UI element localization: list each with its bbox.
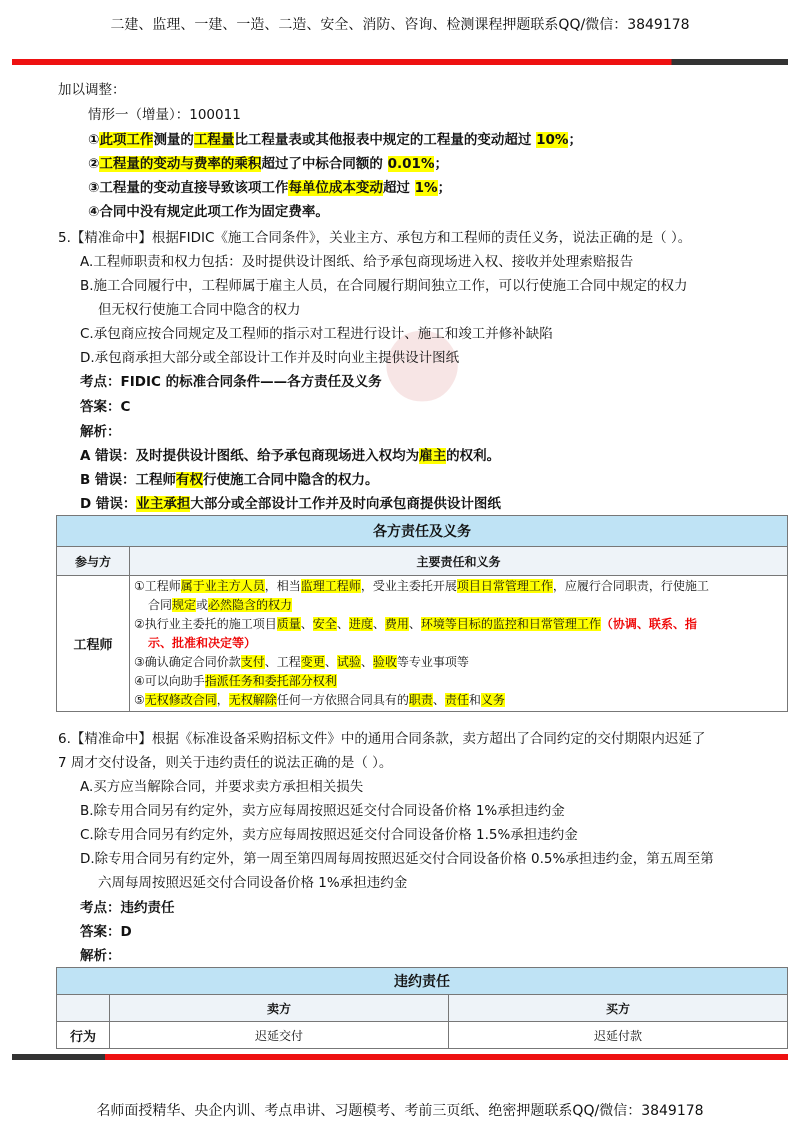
q6-option-d-cont: 六周每周按照迟延交付合同设备价格 1%承担违约金	[98, 875, 408, 891]
liability-table	[56, 967, 788, 1049]
row-label-behavior: 行为	[57, 1022, 110, 1049]
duty-1-cont: 合同规定或必然隐含的权力	[148, 598, 293, 612]
duties-table	[56, 515, 788, 712]
engineer-duties	[130, 576, 788, 712]
q5-option-b-cont: 但无权行使施工合同中隐含的权力	[98, 302, 301, 318]
liability-table-caption: 违约责任	[57, 968, 788, 995]
footer-rule	[12, 1054, 788, 1060]
buyer-behavior: 迟延付款	[449, 1022, 788, 1049]
duty-5: ⑤无权修改合同，无权解除任何一方依照合同具有的职责、责任和义务	[134, 693, 505, 707]
q6-stem-2: 7 周才交付设备，则关于违约责任的说法正确的是（ ）。	[58, 755, 393, 771]
intro-item-2: ②工程量的变动与费率的乘积超过了中标合同额的 0.01%；	[88, 156, 448, 172]
duty-2-cont: 示、批准和决定等）	[148, 636, 257, 650]
q6-option-b: B.除专用合同另有约定外，卖方应每周按照迟延交付合同设备价格 1%承担违约金	[80, 803, 565, 819]
q6-answer: 答案：D	[80, 924, 132, 940]
col-header-duties: 主要责任和义务	[130, 547, 788, 576]
watermark: ⬤	[364, 305, 474, 417]
q5-option-c: C.承包商应按合同规定及工程师的指示对工程进行设计、施工和竣工并修补缺陷	[80, 326, 553, 342]
col-header-party: 参与方	[57, 547, 130, 576]
case-title: 情形一（增量）：100011	[88, 107, 241, 123]
q6-option-a: A.买方应当解除合同，并要求卖方承担相关损失	[80, 779, 364, 795]
q5-option-d: D.承包商承担大部分或全部设计工作并及时向业主提供设计图纸	[80, 350, 460, 366]
seller-behavior: 迟延交付	[110, 1022, 449, 1049]
q6-stem-1: 6.【精准命中】根据《标准设备采购招标文件》中的通用合同条款，卖方超出了合同约定的交付期限内迟延了	[58, 731, 706, 747]
duty-1: ①工程师属于业主方人员，相当监理工程师，受业主委托开展项目日常管理工作，应履行合同职责，行使施工	[134, 579, 709, 593]
q5-point: 考点：FIDIC 的标准合同条件——各方责任及义务	[80, 374, 382, 390]
header-rule	[12, 59, 788, 65]
q6-option-c: C.除专用合同另有约定外，卖方应每周按照迟延交付合同设备价格 1.5%承担违约金	[80, 827, 578, 843]
col-header-buyer: 买方	[449, 995, 788, 1022]
q6-analysis: 解析：	[80, 948, 121, 964]
intro-item-4: ④合同中没有规定此项工作为固定费率。	[88, 204, 329, 220]
q5-stem: 5.【精准命中】根据FIDIC《施工合同条件》，关业主方、承包方和工程师的责任义务，说法正确的是（ ）。	[58, 230, 692, 246]
q6-option-d: D.除专用合同另有约定外，第一周至第四周每周按照迟延交付合同设备价格 0.5%承担违约金，第五周至第	[80, 851, 714, 867]
q5-exp-a: A 错误：及时提供设计图纸、给予承包商现场进入权均为雇主的权利。	[80, 448, 501, 464]
page-footer: 名师面授精华、央企内训、考点串讲、习题模考、考前三页纸、绝密押题联系QQ/微信：3849178	[96, 1103, 704, 1119]
duty-3: ③确认确定合同价款支付、工程变更、试验、验收等专业事项等	[134, 655, 469, 669]
adjust-text: 加以调整：	[58, 82, 126, 98]
duty-4: ④可以向助手指派任务和委托部分权利	[134, 674, 337, 688]
party-engineer: 工程师	[57, 576, 130, 712]
intro-item-1: ①此项工作测量的工程量比工程量表或其他报表中规定的工程量的变动超过 10%；	[88, 132, 582, 148]
intro-item-3: ③工程量的变动直接导致该项工作每单位成本变动超过 1%；	[88, 180, 452, 196]
q5-exp-d: D 错误：业主承担大部分或全部设计工作并及时向承包商提供设计图纸	[80, 496, 501, 512]
page-header: 二建、监理、一建、一造、二造、安全、消防、咨询、检测课程押题联系QQ/微信：3849178	[110, 17, 690, 33]
q5-analysis: 解析：	[80, 424, 121, 440]
q6-point: 考点：违约责任	[80, 900, 175, 916]
duty-2: ②执行业主委托的施工项目质量、安全、进度、费用、环境等目标的监控和日常管理工作（协调、联系、指	[134, 617, 697, 631]
duties-table-caption: 各方责任及义务	[57, 516, 788, 547]
q5-answer: 答案：C	[80, 399, 131, 415]
q5-option-a: A.工程师职责和权力包括：及时提供设计图纸、给予承包商现场进入权、接收并处理索赔报告	[80, 254, 634, 270]
col-header-seller: 卖方	[110, 995, 449, 1022]
q5-option-b: B.施工合同履行中，工程师属于雇主人员，在合同履行期间独立工作，可以行使施工合同中规定的权力	[80, 278, 688, 294]
q5-exp-b: B 错误：工程师有权行使施工合同中隐含的权力。	[80, 472, 379, 488]
